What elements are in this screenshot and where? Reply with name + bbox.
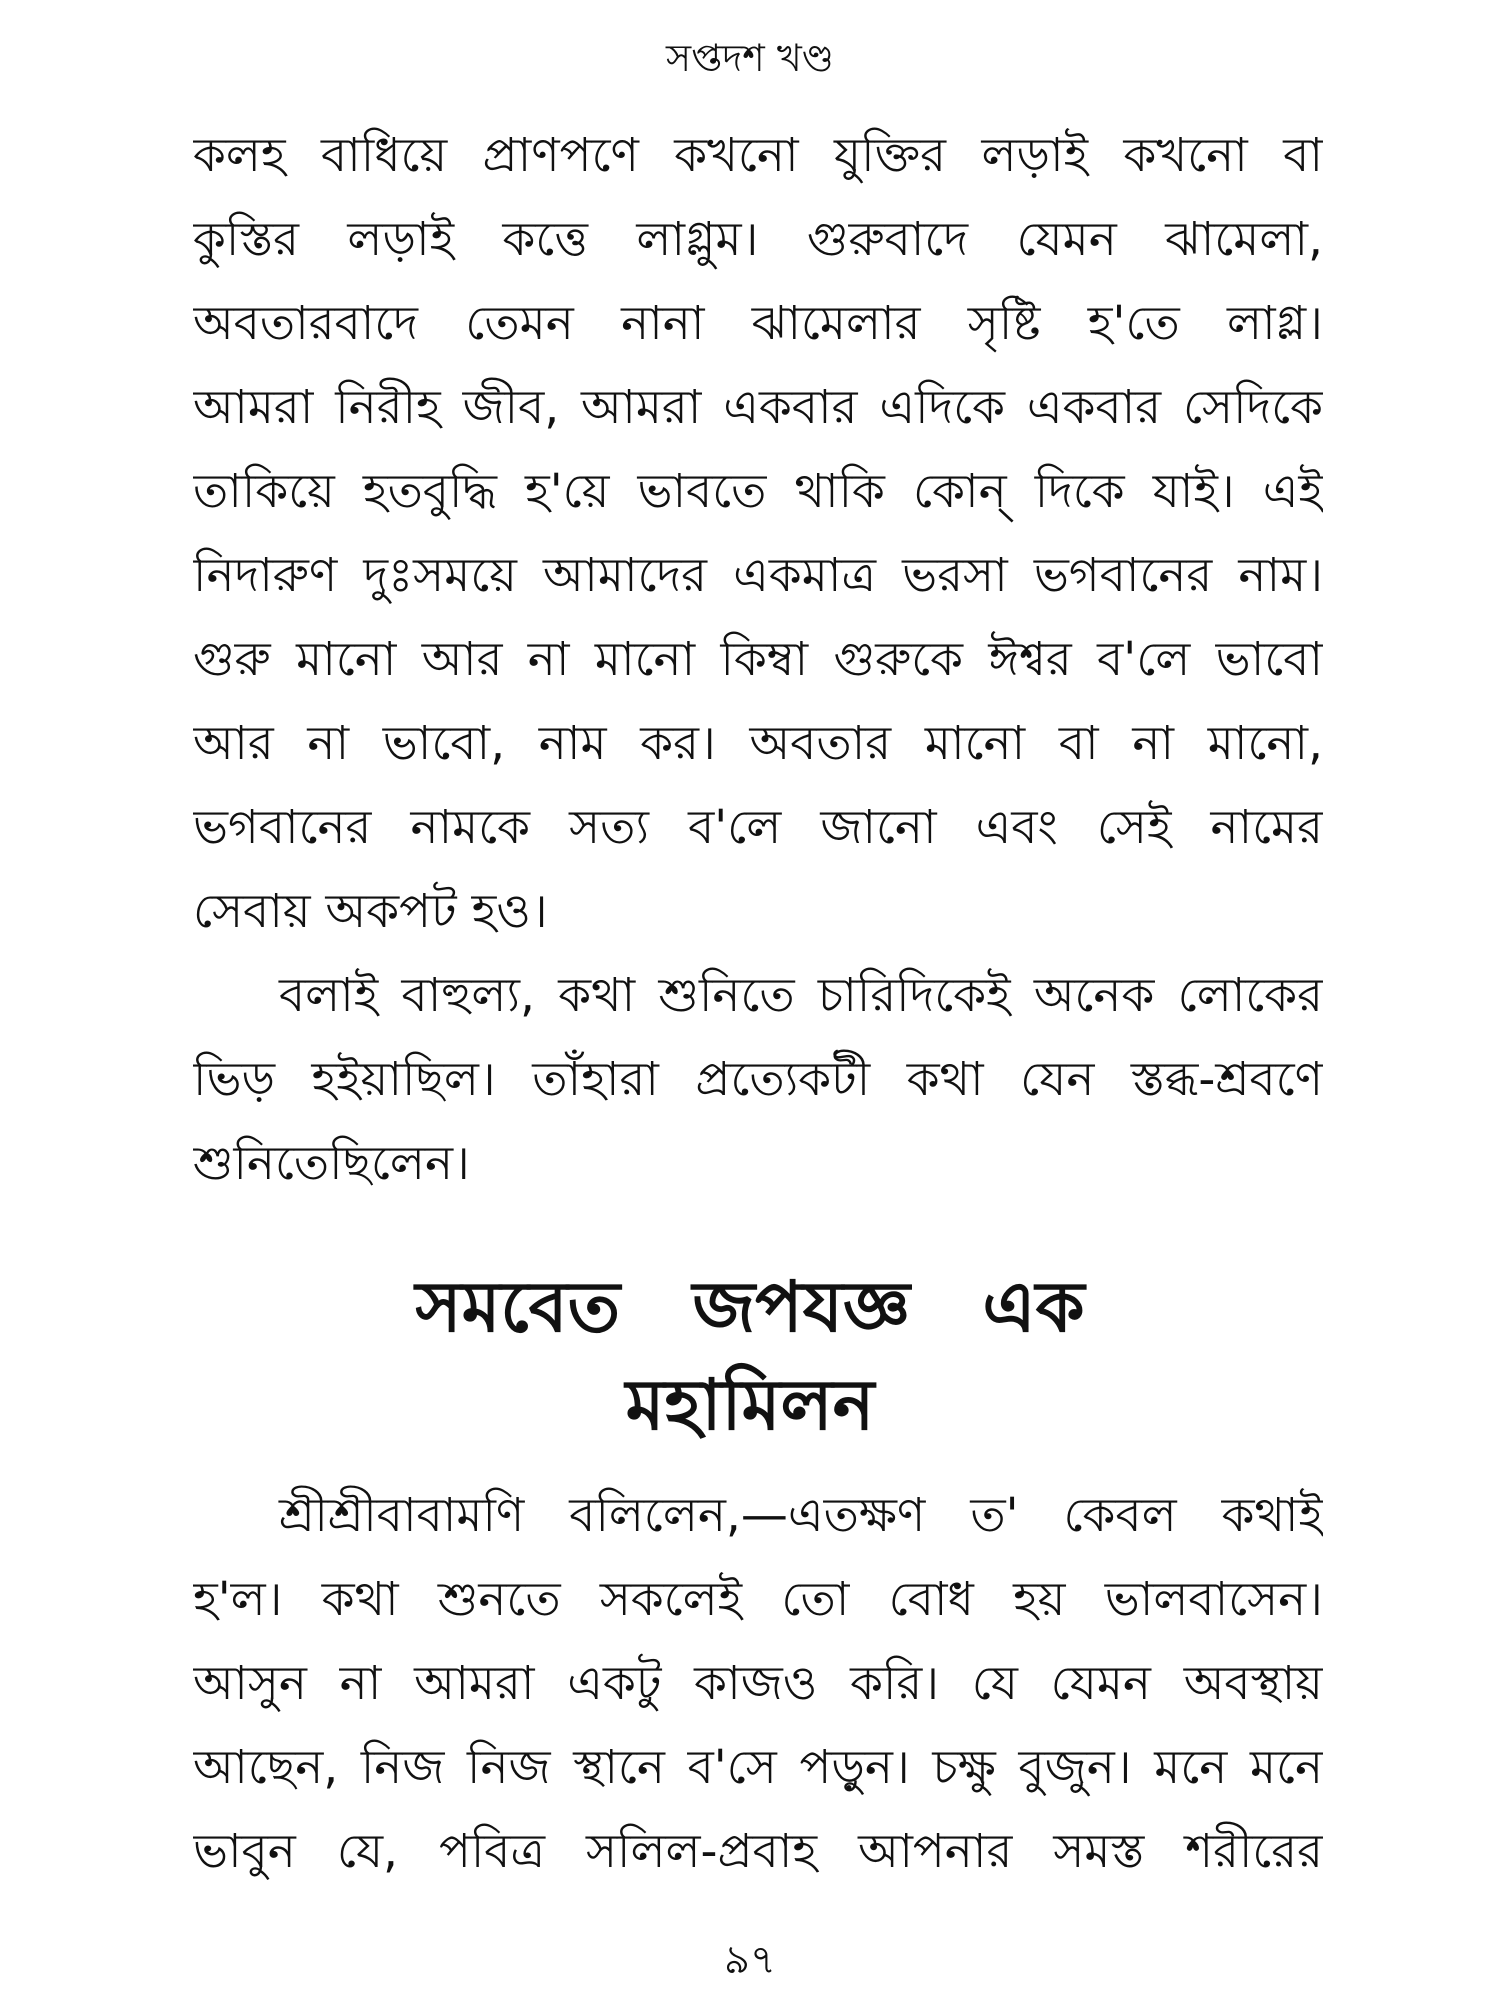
text-line: আমরা নিরীহ জীব, আমরা একবার এদিকে একবার সেদিকে — [193, 380, 1323, 435]
text-line: বলাই বাহুল্য, কথা শুনিতে চারিদিকেই অনেক লোকের — [279, 968, 1323, 1023]
text-line: নিদারুণ দুঃসময়ে আমাদের একমাত্র ভরসা ভগবানের নাম। — [193, 548, 1323, 603]
text-line: আছেন, নিজ নিজ স্থানে ব'সে পড়ুন। চক্ষু বুজুন। মনে মনে — [193, 1740, 1323, 1795]
text-line: অবতারবাদে তেমন নানা ঝামেলার সৃষ্টি হ'তে লাগ্ল। — [193, 296, 1323, 351]
text-line: হ'ল। কথা শুনতে সকলেই তো বোধ হয় ভালবাসেন। — [193, 1572, 1323, 1627]
text-line: শ্রীশ্রীবাবামণি বলিলেন,—এতক্ষণ ত' কেবল কথাই — [279, 1488, 1323, 1543]
text-line: ভাবুন যে, পবিত্র সলিল-প্রবাহ আপনার সমস্ত শরীরের — [193, 1824, 1323, 1879]
paragraph-2 — [193, 954, 1323, 1206]
text-line: ভিড় হইয়াছিল। তাঁহারা প্রত্যেকটী কথা যেন স্তব্ধ-শ্রবণে — [193, 1052, 1323, 1107]
section-heading-line-1: সমবেত জপযজ্ঞ এক — [415, 1266, 1085, 1348]
text-line: কুস্তির লড়াই কত্তে লাগ্লুম। গুরুবাদে যেমন ঝামেলা, — [193, 212, 1323, 267]
text-line: ভগবানের নামকে সত্য ব'লে জানো এবং সেই নামের — [193, 800, 1323, 855]
text-line: তাকিয়ে হতবুদ্ধি হ'য়ে ভাবতে থাকি কোন্ দিকে যাই। এই — [193, 464, 1323, 519]
section-heading — [0, 1258, 1500, 1454]
running-header: সপ্তদশ খণ্ড — [665, 36, 835, 80]
text-line: আর না ভাবো, নাম কর। অবতার মানো বা না মানো, — [193, 716, 1323, 771]
text-line: সেবায় অকপট হও। — [193, 884, 548, 939]
text-line: আসুন না আমরা একটু কাজও করি। যে যেমন অবস্থায় — [193, 1656, 1323, 1711]
text-line: শুনিতেছিলেন। — [193, 1136, 470, 1191]
paragraph-1 — [193, 114, 1323, 954]
text-line: কলহ বাধিয়ে প্রাণপণে কখনো যুক্তির লড়াই কখনো বা — [193, 128, 1323, 183]
section-heading-line-2: মহামিলন — [625, 1364, 875, 1446]
text-line: গুরু মানো আর না মানো কিম্বা গুরুকে ঈশ্বর ব'লে ভাবো — [193, 632, 1323, 687]
paragraph-3 — [193, 1474, 1323, 1894]
page-number: ৯৭ — [724, 1937, 776, 1983]
